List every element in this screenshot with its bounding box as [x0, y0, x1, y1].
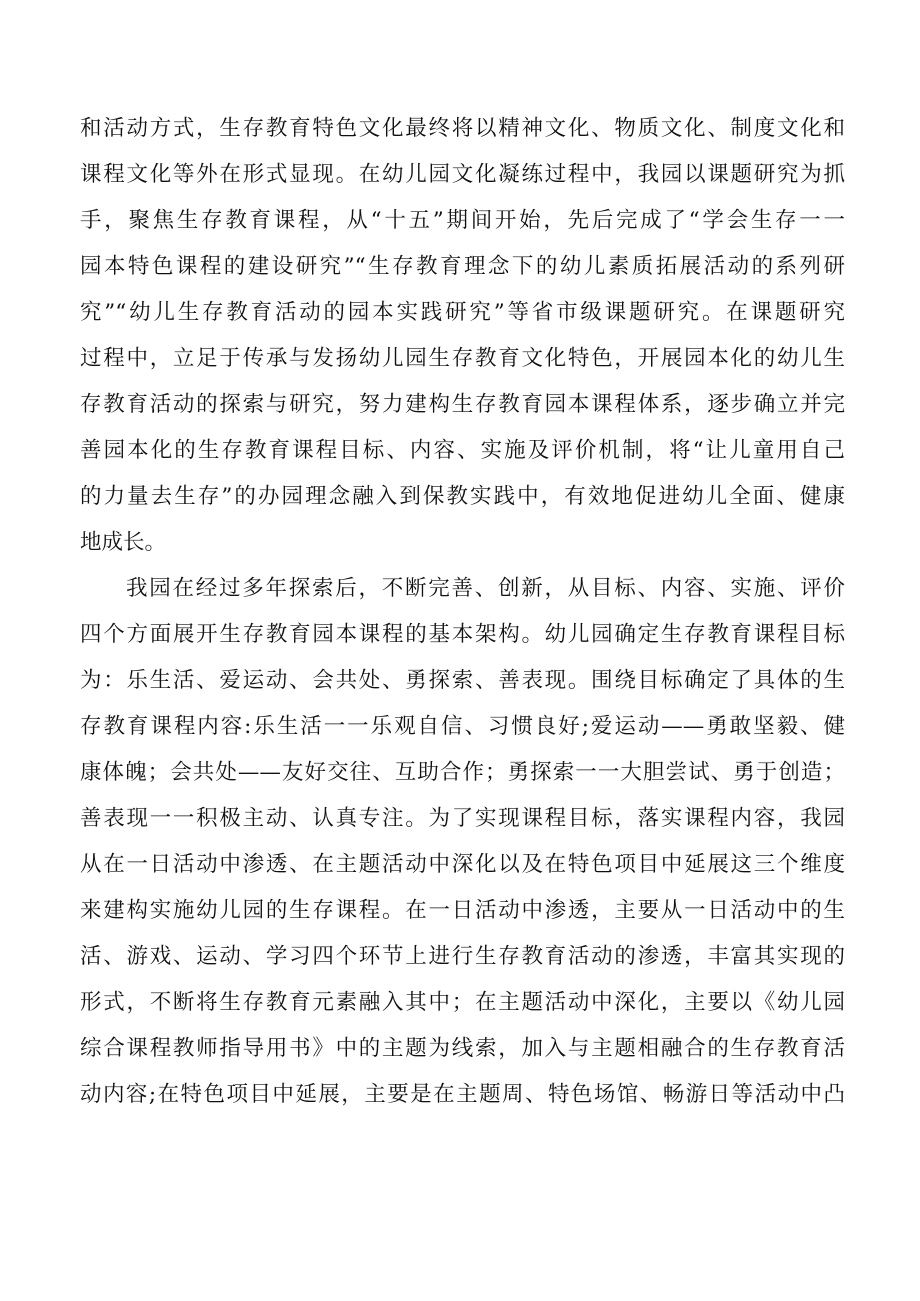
text-line: 存教育活动的探索与研究，努力建构生存教育园本课程体系，逐步确立并完 [80, 392, 845, 417]
text-line: 动内容;在特色项目中延展，主要是在主题周、特色场馆、畅游日等活动中凸 [80, 1082, 845, 1107]
text-line: 和活动方式，生存教育特色文化最终将以精神文化、物质文化、制度文化和 [80, 116, 845, 141]
text-line: 为：乐生活、爱运动、会共处、勇探索、善表现。围绕目标确定了具体的生 [80, 668, 845, 693]
text-line: 手，聚焦生存教育课程，从“十五”期间开始，先后完成了“学会生存一一 [80, 208, 845, 233]
text-line: 康体魄；会共处——友好交往、互助合作；勇探索一一大胆尝试、勇于创造； [80, 760, 845, 785]
paragraph-1 [80, 106, 845, 566]
text-line: 园本特色课程的建设研究”“生存教育理念下的幼儿素质拓展活动的系列研 [80, 254, 845, 279]
text-line: 究”“幼儿生存教育活动的园本实践研究”等省市级课题研究。在课题研究 [80, 300, 845, 325]
text-line: 形式，不断将生存教育元素融入其中；在主题活动中深化，主要以《幼儿园 [80, 990, 845, 1015]
text-line: 存教育课程内容:乐生活一一乐观自信、习惯良好;爱运动——勇敢坚毅、健 [80, 714, 845, 739]
paragraph-2 [80, 566, 845, 1118]
text-line: 的力量去生存”的办园理念融入到保教实践中，有效地促进幼儿全面、健康 [80, 484, 845, 509]
text-line: 课程文化等外在形式显现。在幼儿园文化凝练过程中，我园以课题研究为抓 [80, 162, 845, 187]
text-line: 善园本化的生存教育课程目标、内容、实施及评价机制，将“让儿童用自己 [80, 438, 845, 463]
text-line: 活、游戏、运动、学习四个环节上进行生存教育活动的渗透，丰富其实现的 [80, 944, 845, 969]
text-line: 地成长。 [80, 530, 167, 555]
text-line: 四个方面展开生存教育园本课程的基本架构。幼儿园确定生存教育课程目标 [80, 622, 845, 647]
document-body [80, 106, 845, 1118]
text-line: 来建构实施幼儿园的生存课程。在一日活动中渗透，主要从一日活动中的生 [80, 898, 845, 923]
text-line: 过程中，立足于传承与发扬幼儿园生存教育文化特色，开展园本化的幼儿生 [80, 346, 845, 371]
text-line: 我园在经过多年探索后，不断完善、创新，从目标、内容、实施、评价 [126, 576, 845, 601]
text-line: 善表现一一积极主动、认真专注。为了实现课程目标，落实课程内容，我园 [80, 806, 845, 831]
text-line: 综合课程教师指导用书》中的主题为线索，加入与主题相融合的生存教育活 [80, 1036, 845, 1061]
text-line: 从在一日活动中渗透、在主题活动中深化以及在特色项目中延展这三个维度 [80, 852, 845, 877]
